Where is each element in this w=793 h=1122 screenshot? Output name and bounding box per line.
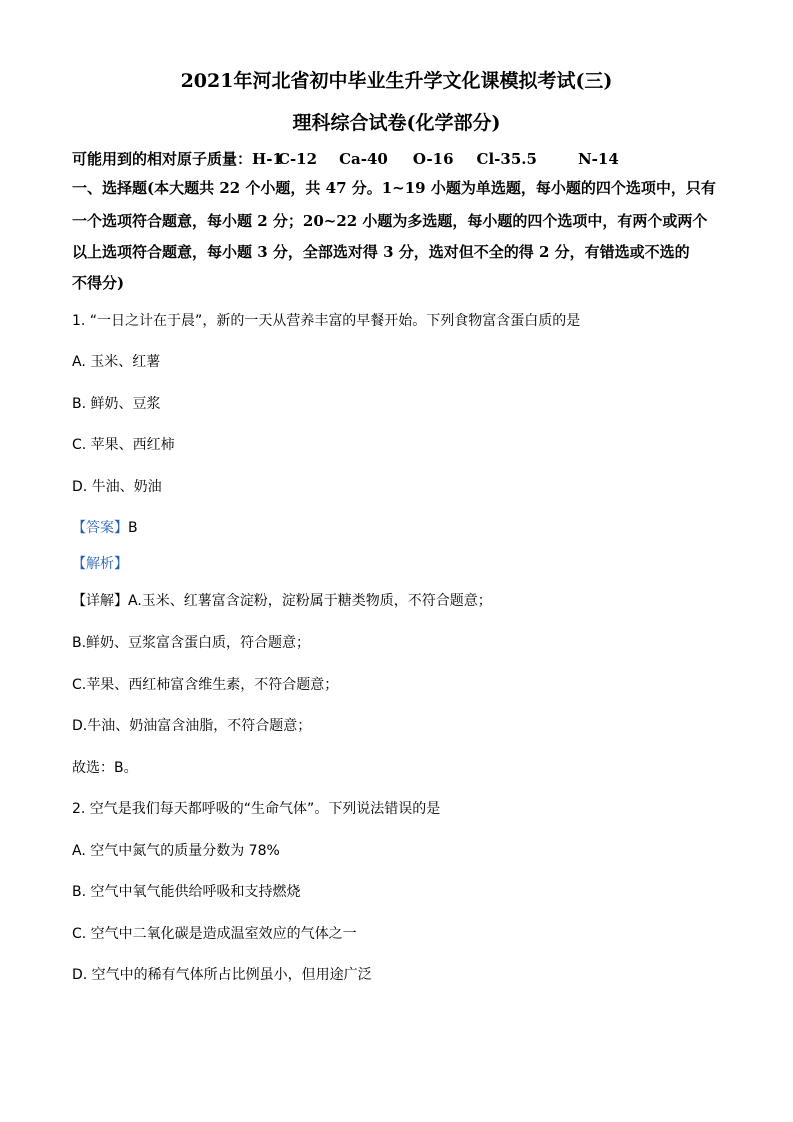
answer-line <box>72 521 138 535</box>
detail-line: B.鲜奶、豆浆富含蛋白质，符合题意； <box>72 635 311 651</box>
mass-ca: Ca-40 <box>339 150 388 168</box>
mass-n: N-14 <box>577 150 619 168</box>
page-title: 2021年河北省初中毕业生升学文化课模拟考试(三) <box>180 70 613 92</box>
instructions-line: 以上选项符合题意，每小题 3 分，全部选对得 3 分，选对但不全的得 2 分，有错选或不选的 <box>72 243 690 261</box>
conclusion: 故选：B。 <box>72 760 138 776</box>
detail-text: A.玉米、红薯富含淀粉，淀粉属于糖类物质，不符合题意； <box>128 593 492 609</box>
question-2-option-b: B. 空气中氧气能供给呼吸和支持燃烧 <box>72 884 301 900</box>
mass-cl: Cl-35.5 <box>476 150 537 168</box>
detail-tag: 【详解】 <box>72 593 128 609</box>
question-2-option-d: D. 空气中的稀有气体所占比例虽小，但用途广泛 <box>72 967 372 983</box>
question-1-option-d: D. 牛油、奶油 <box>72 479 162 495</box>
instructions-line: 一、选择题(本大题共 22 个小题，共 47 分。1~19 小题为单选题，每小题的四个选项中，只有 <box>72 179 716 197</box>
question-1-option-b: B. 鲜奶、豆浆 <box>72 396 161 412</box>
question-2-stem: 2. 空气是我们每天都呼吸的“生命气体”。下列说法错误的是 <box>72 801 441 817</box>
instructions-line: 不得分) <box>72 274 125 292</box>
question-2-option-a: A. 空气中氮气的质量分数为 78% <box>72 843 280 859</box>
page-subtitle: 理科综合试卷(化学部分) <box>292 112 501 134</box>
mass-c: C-12 <box>278 150 318 168</box>
detail-line: D.牛油、奶油富含油脂，不符合题意； <box>72 718 312 734</box>
detail-line <box>72 594 492 608</box>
atomic-masses-label: 可能用到的相对原子质量： <box>72 150 253 168</box>
question-1-stem: 1. “一日之计在于晨”，新的一天从营养丰富的早餐开始。下列食物富含蛋白质的是 <box>72 313 581 329</box>
analysis-tag: 【解析】 <box>72 556 128 572</box>
answer-tag: 【答案】 <box>72 520 128 536</box>
mass-o: O-16 <box>412 150 454 168</box>
instructions-line: 一个选项符合题意，每小题 2 分；20~22 小题为多选题，每小题的四个选项中，有两个或两个 <box>72 212 708 230</box>
answer-value: B <box>128 520 138 536</box>
detail-line: C.苹果、西红柿富含维生素，不符合题意； <box>72 677 339 693</box>
question-2-option-c: C. 空气中二氧化碳是造成温室效应的气体之一 <box>72 926 357 942</box>
question-1-option-a: A. 玉米、红薯 <box>72 354 161 370</box>
question-1-option-c: C. 苹果、西红柿 <box>72 437 175 453</box>
atomic-masses: 可能用到的相对原子质量：H-1C-12 Ca-40 O-16 Cl-35.5 N-14 <box>72 150 619 168</box>
